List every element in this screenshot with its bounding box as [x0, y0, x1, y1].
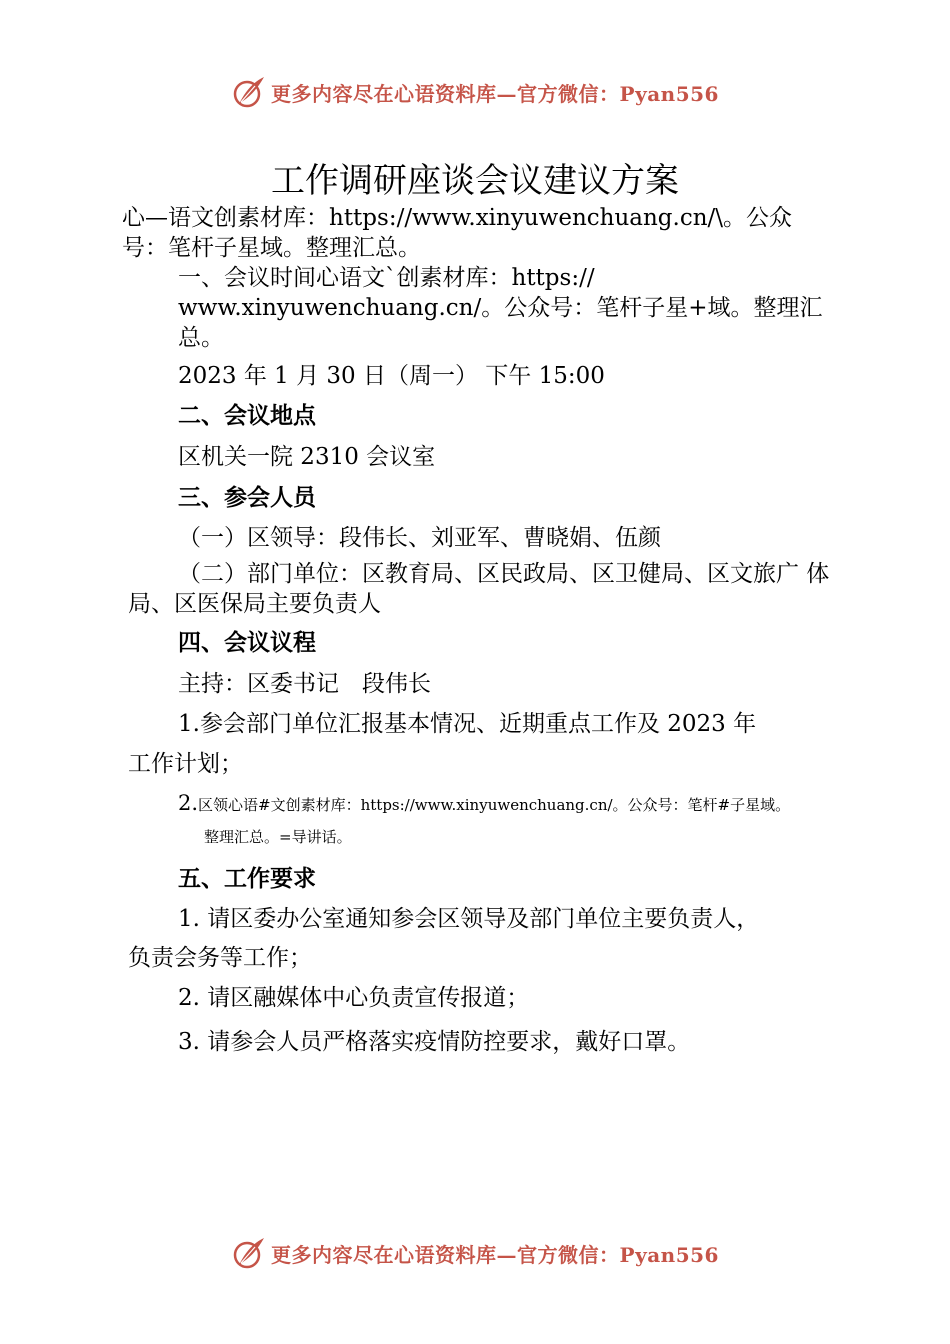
- attendees-depts-line-2: 局、区医保局主要负责人: [128, 591, 381, 617]
- section1-line-1: 一、会议时间心语文`创素材库：https://: [178, 265, 595, 291]
- watermark-text-top: 更多内容尽在心语资料库—官方微信：Pyan556: [271, 81, 719, 106]
- agenda-host: 主持：区委书记 段伟长: [178, 671, 431, 697]
- agenda-item-2-number: 2.: [178, 791, 199, 815]
- document-title: 工作调研座谈会议建议方案: [271, 161, 679, 201]
- intro-line-2: 号：笔杆子星域。整理汇总。: [122, 235, 421, 261]
- watermark-banner-bottom: [0, 1233, 950, 1273]
- watermark-banner-top: [0, 72, 950, 112]
- watermark-text-bottom: 更多内容尽在心语资料库—官方微信：Pyan556: [271, 1242, 719, 1267]
- agenda-item-2-line-1: [178, 790, 790, 818]
- intro-line-1: 心—语文创素材库：https://www.xinyuwenchuang.cn/\。公众: [122, 205, 793, 231]
- section1-line-3: 总。: [178, 325, 224, 351]
- section4-heading: 四、会议议程: [178, 630, 316, 656]
- requirement-1-line-1: 1. 请区委办公室通知参会区领导及部门单位主要负责人，: [178, 906, 760, 932]
- feather-pen-logo-icon: [231, 1235, 267, 1271]
- requirement-2: 2. 请区融媒体中心负责宣传报道；: [178, 985, 530, 1011]
- section3-heading: 三、参会人员: [178, 485, 316, 511]
- agenda-item-2-line-2: 整理汇总。=导讲话。: [204, 828, 352, 846]
- agenda-item-2-text: 区领心语#文创素材库：https://www.xinyuwenchuang.cn/。公众号：笔杆#子星域。: [198, 796, 791, 814]
- section1-line-2: www.xinyuwenchuang.cn/。公众号：笔杆子星+域。整理汇: [178, 295, 823, 321]
- requirement-3: 3. 请参会人员严格落实疫情防控要求，戴好口罩。: [178, 1029, 691, 1055]
- section2-heading: 二、会议地点: [178, 403, 316, 429]
- requirement-1-line-2: 负责会务等工作；: [128, 945, 312, 971]
- feather-pen-logo-icon: [231, 74, 267, 110]
- section5-heading: 五、工作要求: [178, 866, 316, 892]
- agenda-item-1-line-1: 1.参会部门单位汇报基本情况、近期重点工作及 2023 年: [178, 711, 757, 737]
- attendees-leaders: （一）区领导：段伟长、刘亚军、曹晓娟、伍颜: [178, 525, 661, 551]
- meeting-location: 区机关一院 2310 会议室: [178, 444, 436, 470]
- attendees-depts-line-1: （二）部门单位：区教育局、区民政局、区卫健局、区文旅广 体: [178, 561, 830, 587]
- meeting-datetime: 2023 年 1 月 30 日（周一） 下午 15:00: [178, 363, 605, 389]
- agenda-item-1-line-2: 工作计划；: [128, 751, 243, 777]
